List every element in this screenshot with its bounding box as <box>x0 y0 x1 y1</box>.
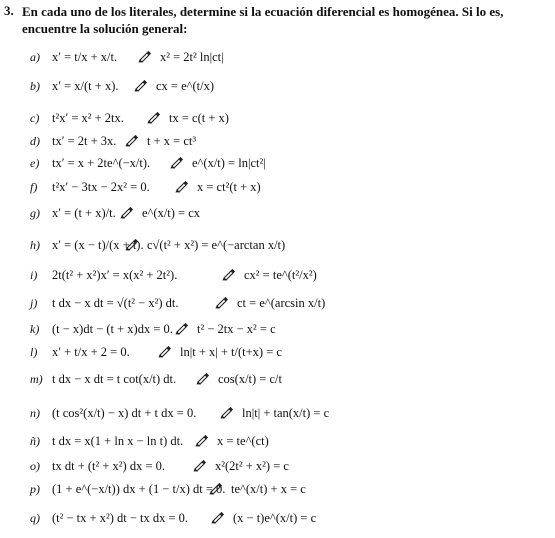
exercise-row <box>0 79 555 99</box>
exercise-label: a) <box>30 50 40 64</box>
exercise-label: q) <box>30 511 40 525</box>
exercise-label: c) <box>30 111 40 125</box>
exercise-label: f) <box>30 180 38 194</box>
exercise-label: n) <box>30 406 40 420</box>
exercise-label: h) <box>30 238 40 252</box>
exercise-label: d) <box>30 134 40 148</box>
solution-answer: t + x = ct³ <box>147 134 197 148</box>
solution-answer: ct = e^(arcsin x/t) <box>237 296 326 310</box>
problem-number: 3. <box>4 3 14 18</box>
pencil-hand-icon <box>222 267 236 281</box>
exercise-row <box>0 434 555 454</box>
pencil-hand-icon <box>138 49 152 63</box>
pencil-hand-icon <box>120 205 134 219</box>
exercise-label: j) <box>30 296 38 310</box>
pencil-hand-icon <box>196 371 210 385</box>
solution-answer: e^(x/t) = cx <box>142 206 201 220</box>
differential-equation: (t² − tx + x²) dt − tx dx = 0. <box>52 511 189 525</box>
exercise-label: p) <box>30 482 40 496</box>
solution-answer: ln|t| + tan(x/t) = c <box>242 406 330 420</box>
exercise-label: b) <box>30 79 40 93</box>
solution-answer: x = te^(ct) <box>217 434 269 448</box>
problem-statement: En cada uno de los literales, determine si la ecuación diferencial es homogénea. Si lo es, encuentre la solución general: <box>22 4 504 36</box>
exercise-row <box>0 459 555 479</box>
exercise-row <box>0 268 555 288</box>
pencil-hand-icon <box>147 110 161 124</box>
pencil-hand-icon <box>193 458 207 472</box>
exercise-row <box>0 180 555 200</box>
solution-answer: x²(2t² + x²) = c <box>215 459 289 473</box>
exercise-label: k) <box>30 322 40 336</box>
pencil-hand-icon <box>158 344 172 358</box>
solution-answer: x² = 2t² ln|ct| <box>160 50 224 64</box>
solution-answer: ln|t + x| + t/(t+x) = c <box>180 345 282 359</box>
differential-equation: t dx = x(1 + ln x − ln t) dt. <box>52 434 184 448</box>
differential-equation: tx′ = x + 2te^(−x/t). <box>52 156 151 170</box>
differential-equation: x′ = (x − t)/(x + t). <box>52 238 144 252</box>
differential-equation: t²x′ − 3tx − 2x² = 0. <box>52 180 150 194</box>
differential-equation: t dx − x dt = √(t² − x²) dt. <box>52 296 179 310</box>
exercise-row <box>0 322 555 342</box>
pencil-hand-icon <box>209 481 223 495</box>
differential-equation: (t cos²(x/t) − x) dt + t dx = 0. <box>52 406 197 420</box>
exercise-row <box>0 206 555 226</box>
differential-equation: tx′ = 2t + 3x. <box>52 134 117 148</box>
solution-answer: tx = c(t + x) <box>169 111 229 125</box>
differential-equation: (1 + e^(−x/t)) dx + (1 − t/x) dt = 0. <box>52 482 226 496</box>
exercise-row <box>0 482 555 502</box>
exercise-row <box>0 111 555 131</box>
solution-answer: e^(x/t) = ln|ct²| <box>192 156 266 170</box>
pencil-hand-icon <box>211 510 225 524</box>
exercise-row <box>0 50 555 70</box>
exercise-row <box>0 134 555 154</box>
pencil-hand-icon <box>125 237 139 251</box>
differential-equation: tx dt + (t² + x²) dx = 0. <box>52 459 166 473</box>
solution-answer: cos(x/t) = c/t <box>218 372 282 386</box>
differential-equation: x′ = t/x + x/t. <box>52 50 118 64</box>
solution-answer: (x − t)e^(x/t) = c <box>233 511 317 525</box>
pencil-hand-icon <box>125 133 139 147</box>
exercise-label: i) <box>30 268 38 282</box>
solution-answer: c√(t² + x²) = e^(−arctan x/t) <box>147 238 286 252</box>
differential-equation: (t − x)dt − (t + x)dx = 0. <box>52 322 173 336</box>
exercise-row <box>0 345 555 365</box>
solution-answer: cx = e^(t/x) <box>156 79 215 93</box>
exercise-row <box>0 511 555 531</box>
pencil-hand-icon <box>215 295 229 309</box>
solution-answer: cx² = te^(t²/x²) <box>244 268 317 282</box>
exercise-row <box>0 156 555 176</box>
pencil-hand-icon <box>195 433 209 447</box>
exercise-row <box>0 296 555 316</box>
exercise-row <box>0 406 555 426</box>
exercise-label: m) <box>30 372 43 386</box>
pencil-hand-icon <box>175 321 189 335</box>
pencil-hand-icon <box>220 405 234 419</box>
differential-equation: x′ = x/(t + x). <box>52 79 119 93</box>
exercise-row <box>0 372 555 392</box>
exercise-label: ñ) <box>30 434 40 448</box>
exercise-label: l) <box>30 345 38 359</box>
pencil-hand-icon <box>134 78 148 92</box>
exercise-row <box>0 238 555 258</box>
pencil-hand-icon <box>170 155 184 169</box>
exercise-label: e) <box>30 156 40 170</box>
solution-answer: t² − 2tx − x² = c <box>197 322 276 336</box>
differential-equation: t²x′ = x² + 2tx. <box>52 111 124 125</box>
solution-answer: te^(x/t) + x = c <box>231 482 306 496</box>
differential-equation: x′ = (t + x)/t. <box>52 206 116 220</box>
solution-answer: x = ct²(t + x) <box>197 180 261 194</box>
pencil-hand-icon <box>175 179 189 193</box>
exercise-label: g) <box>30 206 40 220</box>
differential-equation: 2t(t² + x²)x′ = x(x² + 2t²). <box>52 268 178 282</box>
differential-equation: t dx − x dt = t cot(x/t) dt. <box>52 372 177 386</box>
differential-equation: x′ + t/x + 2 = 0. <box>52 345 130 359</box>
exercise-label: o) <box>30 459 40 473</box>
